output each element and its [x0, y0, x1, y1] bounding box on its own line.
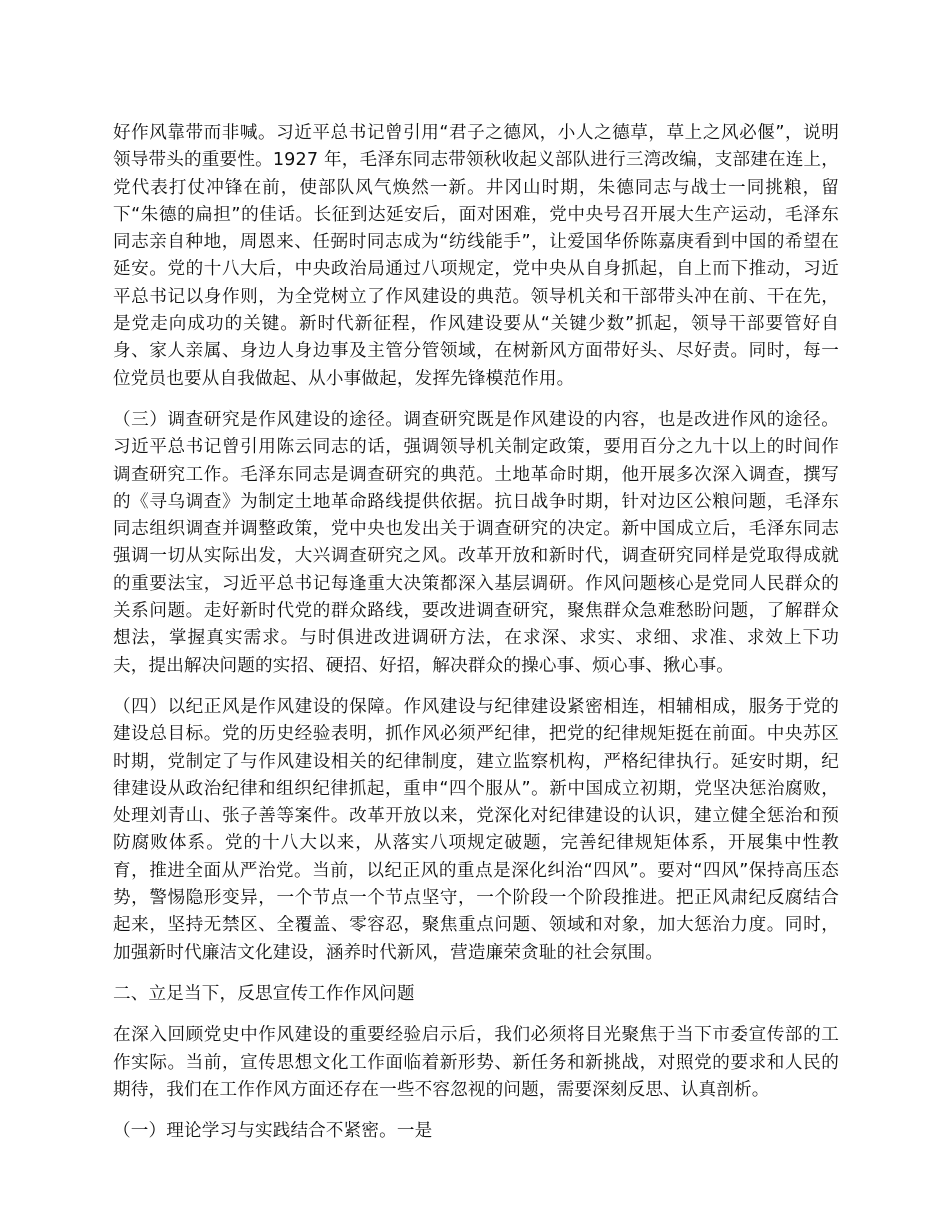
document-body — [113, 120, 839, 1145]
body-paragraph-section-three: （三）调查研究是作风建设的途径。调查研究既是作风建设的内容，也是改进作风的途径。习近平总书记曾引用陈云同志的话，强调领导机关制定政策，要用百分之九十以上的时间作调查研究工作。毛泽东同志是调查研究的典范。土地革命时期，他开展多次深入调查，撰写的《寻乌调查》为制定土地革命路线提供依据。抗日战争时期，针对边区公粮问题，毛泽东同志组织调查并调整政策，党中央也发出关于调查研究的决定。新中国成立后，毛泽东同志强调一切从实际出发，大兴调查研究之风。改革开放和新时代，调查研究同样是党取得成就的重要法宝，习近平总书记每逢重大决策都深入基层调研。作风问题核心是党同人民群众的关系问题。走好新时代党的群众路线，要改进调查研究，聚焦群众急难愁盼问题，了解群众想法，掌握真实需求。与时俱进改进调研方法，在求深、求实、求细、求准、求效上下功夫，提出解决问题的实招、硬招、好招，解决群众的操心事、烦心事、揪心事。 — [113, 409, 839, 676]
section-heading-two: 二、立足当下，反思宣传工作作风问题 — [113, 983, 415, 1004]
body-paragraph-subsection-one: （一）理论学习与实践结合不紧密。一是 — [113, 1121, 433, 1142]
body-paragraph-section-four: （四）以纪正风是作风建设的保障。作风建设与纪律建设紧密相连，相辅相成，服务于党的建设总目标。党的历史经验表明，抓作风必须严纪律，把党的纪律规矩挺在前面。中央苏区时期，党制定了与作风建设相关的纪律制度，建立监察机构，严格纪律执行。延安时期，纪律建设从政治纪律和组织纪律抓起，重申“四个服从”。新中国成立初期，党坚决惩治腐败，处理刘青山、张子善等案件。改革开放以来，党深化对纪律建设的认识，建立健全惩治和预防腐败体系。党的十八大以来，从落实八项规定破题，完善纪律规矩体系，开展集中性教育，推进全面从严治党。当前，以纪正风的重点是深化纠治“四风”。要对“四风”保持高压态势，警惕隐形变异，一个节点一个节点坚守，一个阶段一个阶段推进。把正风肃纪反腐结合起来，坚持无禁区、全覆盖、零容忍，聚焦重点问题、领域和对象，加大惩治力度。同时，加强新时代廉洁文化建设，涵养时代新风，营造廉荣贪耻的社会氛围。 — [113, 696, 839, 963]
body-paragraph-intro-section-two: 在深入回顾党史中作风建设的重要经验启示后，我们必须将目光聚焦于当下市委宣传部的工作实际。当前，宣传思想文化工作面临着新形势、新任务和新挑战，对照党的要求和人民的期待，我们在工作作风方面还存在一些不容忽视的问题，需要深刻反思、认真剖析。 — [113, 1025, 839, 1100]
body-paragraph-1: 好作风靠带而非喊。习近平总书记曾引用“君子之德风，小人之德草，草上之风必偃”，说明领导带头的重要性。1927 年，毛泽东同志带领秋收起义部队进行三湾改编，支部建在连上，党代表打仗冲锋在前，使部队风气焕然一新。井冈山时期，朱德同志与战士一同挑粮，留下“朱德的扁担”的佳话。长征到达延安后，面对困难，党中央号召开展大生产运动，毛泽东同志亲自种地，周恩来、任弼时同志成为“纺线能手”，让爱国华侨陈嘉庚看到中国的希望在延安。党的十八大后，中央政治局通过八项规定，党中央从自身抓起，自上而下推动，习近平总书记以身作则，为全党树立了作风建设的典范。领导机关和干部带头冲在前、干在先，是党走向成功的关键。新时代新征程，作风建设要从“关键少数”抓起，领导干部要管好自身、家人亲属、身边人身边事及主管分管领域，在树新风方面带好头、尽好责。同时，每一位党员也要从自我做起、从小事做起，发挥先锋模范作用。 — [113, 123, 839, 389]
